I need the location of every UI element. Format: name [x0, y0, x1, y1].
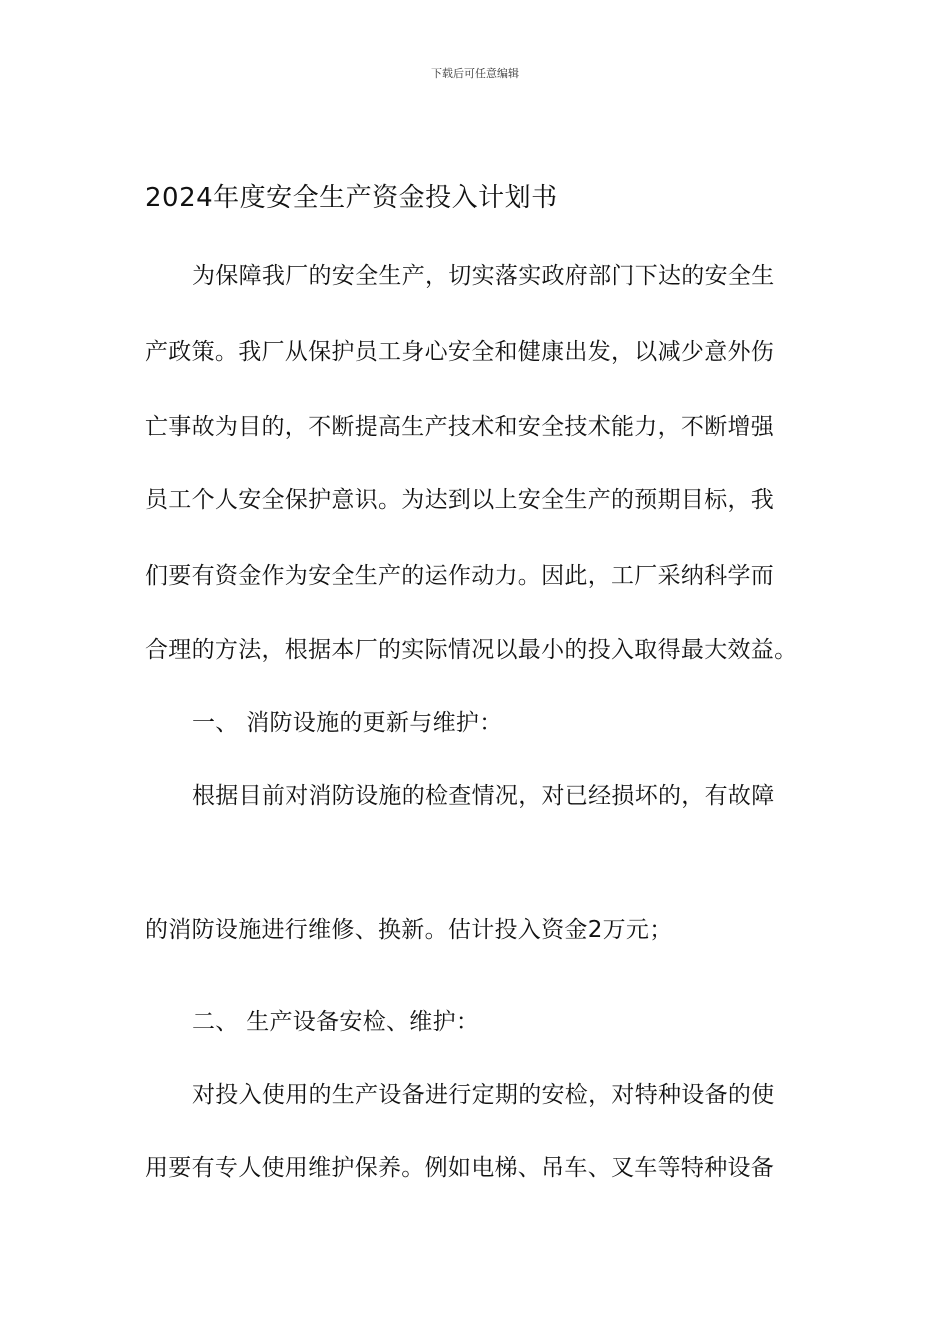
body-line: 产政策。我厂从保护员工身心安全和健康出发，以减少意外伤: [145, 339, 775, 365]
body-line: 对投入使用的生产设备进行定期的安检，对特种设备的使: [192, 1082, 775, 1108]
header-note: 下载后可任意编辑: [431, 67, 519, 80]
section-heading: 一、 消防设施的更新与维护：: [192, 710, 503, 736]
body-line: 根据目前对消防设施的检查情况，对已经损坏的，有故障: [192, 783, 775, 809]
body-line: 员工个人安全保护意识。为达到以上安全生产的预期目标，我: [145, 487, 775, 513]
document-title: 2024年度安全生产资金投入计划书: [145, 183, 558, 213]
body-line: 为保障我厂的安全生产，切实落实政府部门下达的安全生: [192, 263, 775, 289]
body-line: 们要有资金作为安全生产的运作动力。因此，工厂采纳科学而: [145, 563, 775, 589]
body-line: 的消防设施进行维修、换新。估计投入资金2万元；: [145, 917, 673, 943]
body-line: 用要有专人使用维护保养。例如电梯、吊车、叉车等特种设备: [145, 1155, 775, 1181]
body-line: 亡事故为目的，不断提高生产技术和安全技术能力，不断增强: [145, 414, 775, 440]
body-line: 合理的方法，根据本厂的实际情况以最小的投入取得最大效益。: [145, 637, 798, 663]
section-heading: 二、 生产设备安检、维护：: [192, 1009, 480, 1035]
